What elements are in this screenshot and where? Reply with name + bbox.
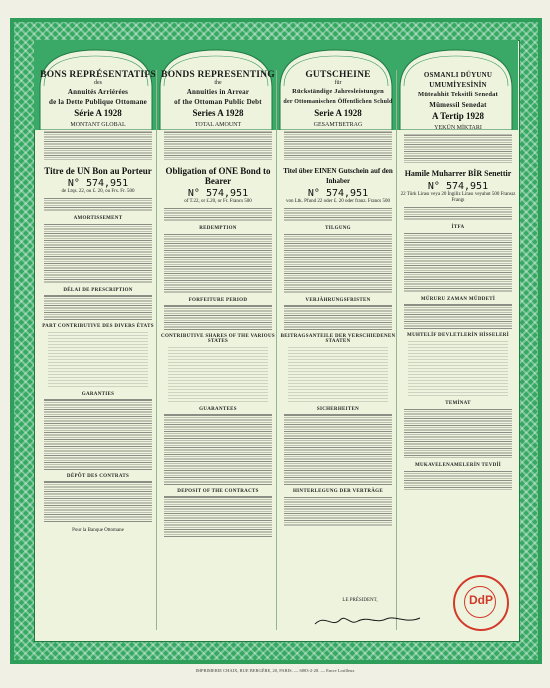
column-turkish — [400, 70, 516, 630]
section-heading: AMORTISSEMENT — [73, 215, 123, 221]
fine-print — [164, 414, 272, 485]
header-debt: of the Ottoman Public Debt — [174, 98, 262, 106]
signature-label: LE PRÉSIDENT, — [342, 598, 378, 603]
bond-number — [40, 178, 156, 189]
sign-line: Pour la Banque Ottomane — [72, 527, 124, 533]
column-english — [160, 70, 276, 630]
fine-print — [164, 207, 272, 222]
bond-title: Obligation of ONE Bond to Bearer — [165, 165, 271, 186]
fine-print — [44, 131, 152, 160]
header-debt: Mümessil Senedat — [429, 101, 487, 109]
fine-print — [284, 207, 392, 222]
section-heading: BEITRAGSANTEILE DER VERSCHIEDENEN STAATEN — [280, 333, 396, 344]
header-title: BONS REPRÉSENTATIFS — [40, 70, 156, 80]
fine-print — [404, 232, 512, 293]
fine-print — [284, 233, 392, 294]
stamp-monogram: DdP — [469, 593, 493, 607]
fine-print — [404, 134, 512, 163]
header-connector: des — [94, 80, 102, 86]
fine-print — [284, 496, 392, 527]
fine-print — [404, 408, 512, 459]
bond-value: de Ltqs. 22, ou £. 20, ou Frs. Fr. 500 — [61, 188, 135, 194]
bond-value: 22 Türk Lirası veya 20 İngiliz Lirası veyahut 500 Fransız Frangı — [400, 191, 516, 203]
fine-print — [284, 305, 392, 330]
header-subtitle: Annuities in Arrear — [186, 88, 250, 96]
total-amount-label: MONTANT GLOBAL — [70, 122, 126, 128]
number-prefix: N° — [427, 180, 440, 192]
total-amount-label: GESAMTBETRAG — [313, 122, 363, 128]
shares-table — [168, 347, 268, 403]
fine-print — [44, 197, 152, 212]
column-divider — [276, 70, 277, 630]
fine-print — [44, 223, 152, 284]
bond-number — [400, 181, 516, 192]
series-label: A Tertip 1928 — [431, 111, 484, 121]
header-debt: der Ottomanischen Öffentlichen Schuld — [283, 99, 393, 105]
number-prefix: N° — [67, 177, 80, 189]
section-heading: GARANTIES — [81, 391, 115, 397]
section-heading: PART CONTRIBUTIVE DES DIVERS ÉTATS — [42, 323, 154, 329]
section-heading: FORFEITURE PERIOD — [188, 297, 248, 303]
number-prefix: N° — [187, 187, 200, 199]
number-value: 574,951 — [325, 187, 369, 199]
bond-number — [280, 188, 396, 199]
header-title: OSMANLI DÜYUNU UMUMİYESİNİN — [423, 71, 493, 89]
header-subtitle: Müteahhit Teksitli Senedat — [418, 91, 498, 98]
column-divider — [396, 70, 397, 630]
header-subtitle: Annuités Arriérées — [67, 88, 129, 96]
bond-value: von Ltk. Pfund 22 oder £. 20 oder franz. Francs 500 — [285, 198, 390, 204]
shares-table — [48, 332, 148, 388]
section-heading: MUHTELİF DEVLETLERİN HİSSELERİ — [407, 332, 509, 338]
section-heading: CONTRIBUTIVE SHARES OF THE VARIOUS STATES — [161, 333, 275, 344]
total-amount-label: TOTAL AMOUNT — [194, 122, 242, 128]
section-heading: DEPOSIT OF THE CONTRACTS — [177, 488, 259, 494]
bond-number — [160, 188, 276, 199]
fine-print — [404, 304, 512, 329]
fine-print — [284, 414, 392, 485]
fine-print — [284, 131, 392, 160]
total-amount-label: YEKÜN MİKTARI — [434, 125, 482, 131]
section-heading: MUKAVELENAMELERİN TEVDİİ — [414, 462, 502, 468]
fine-print — [44, 399, 152, 470]
section-heading: TEMİNAT — [445, 400, 471, 406]
section-heading: TILGUNG — [325, 225, 351, 231]
column-french — [40, 70, 156, 630]
section-heading: MÜRURU ZAMAN MÜDDETİ — [420, 296, 496, 302]
fine-print — [164, 496, 272, 537]
number-prefix: N° — [307, 187, 320, 199]
bond-title: Hamile Muharrer BİR Senettir — [404, 168, 512, 178]
fine-print — [44, 295, 152, 320]
header-title: BONDS REPRESENTING — [161, 70, 275, 80]
header-subtitle: Rückständige Jahresleistungen — [292, 88, 384, 95]
section-heading: GUARANTEES — [199, 406, 237, 412]
section-heading: REDEMPTION — [199, 225, 237, 231]
section-heading: VERJÄHRUNGSFRISTEN — [305, 297, 371, 303]
series-label: Series A 1928 — [192, 108, 244, 118]
section-heading: HINTERLEGUNG DER VERTRÄGE — [292, 488, 384, 494]
shares-table — [408, 341, 508, 397]
fine-print — [164, 233, 272, 294]
printer-footer: IMPRIMERIE CHAIX, RUE BERGÈRE, 20, PARIS. — 6883-2-28. — Encre Lorilleux — [195, 668, 355, 673]
bond-title: Titre de UN Bon au Porteur — [44, 165, 152, 176]
section-heading: SICHERHEITEN — [316, 406, 360, 412]
column-divider — [156, 70, 157, 630]
number-value: 574,951 — [85, 177, 129, 189]
header-title: GUTSCHEINE — [305, 70, 371, 80]
number-value: 574,951 — [205, 187, 249, 199]
signature — [310, 610, 430, 630]
header-connector: the — [214, 80, 222, 86]
bond-title: Titel über EINEN Gutschein auf den Inhaber — [283, 166, 393, 185]
header-debt: de la Dette Publique Ottomane — [49, 98, 147, 106]
fine-print — [164, 305, 272, 330]
column-german — [280, 70, 396, 630]
header-connector: für — [334, 80, 342, 86]
fine-print — [404, 470, 512, 491]
shares-table — [288, 347, 388, 403]
red-stamp — [453, 575, 509, 631]
series-label: Serie A 1928 — [314, 108, 362, 118]
series-label: Série A 1928 — [74, 108, 122, 118]
number-value: 574,951 — [445, 180, 489, 192]
fine-print — [44, 481, 152, 522]
fine-print — [404, 206, 512, 221]
section-heading: DÉPÔT DES CONTRATS — [66, 473, 130, 479]
fine-print — [164, 131, 272, 160]
section-heading: DÉLAI DE PRESCRIPTION — [63, 287, 133, 293]
bond-value: of T.22, or £.20, or Fr. Francs 500 — [184, 198, 252, 204]
section-heading: İTFA — [451, 224, 465, 230]
